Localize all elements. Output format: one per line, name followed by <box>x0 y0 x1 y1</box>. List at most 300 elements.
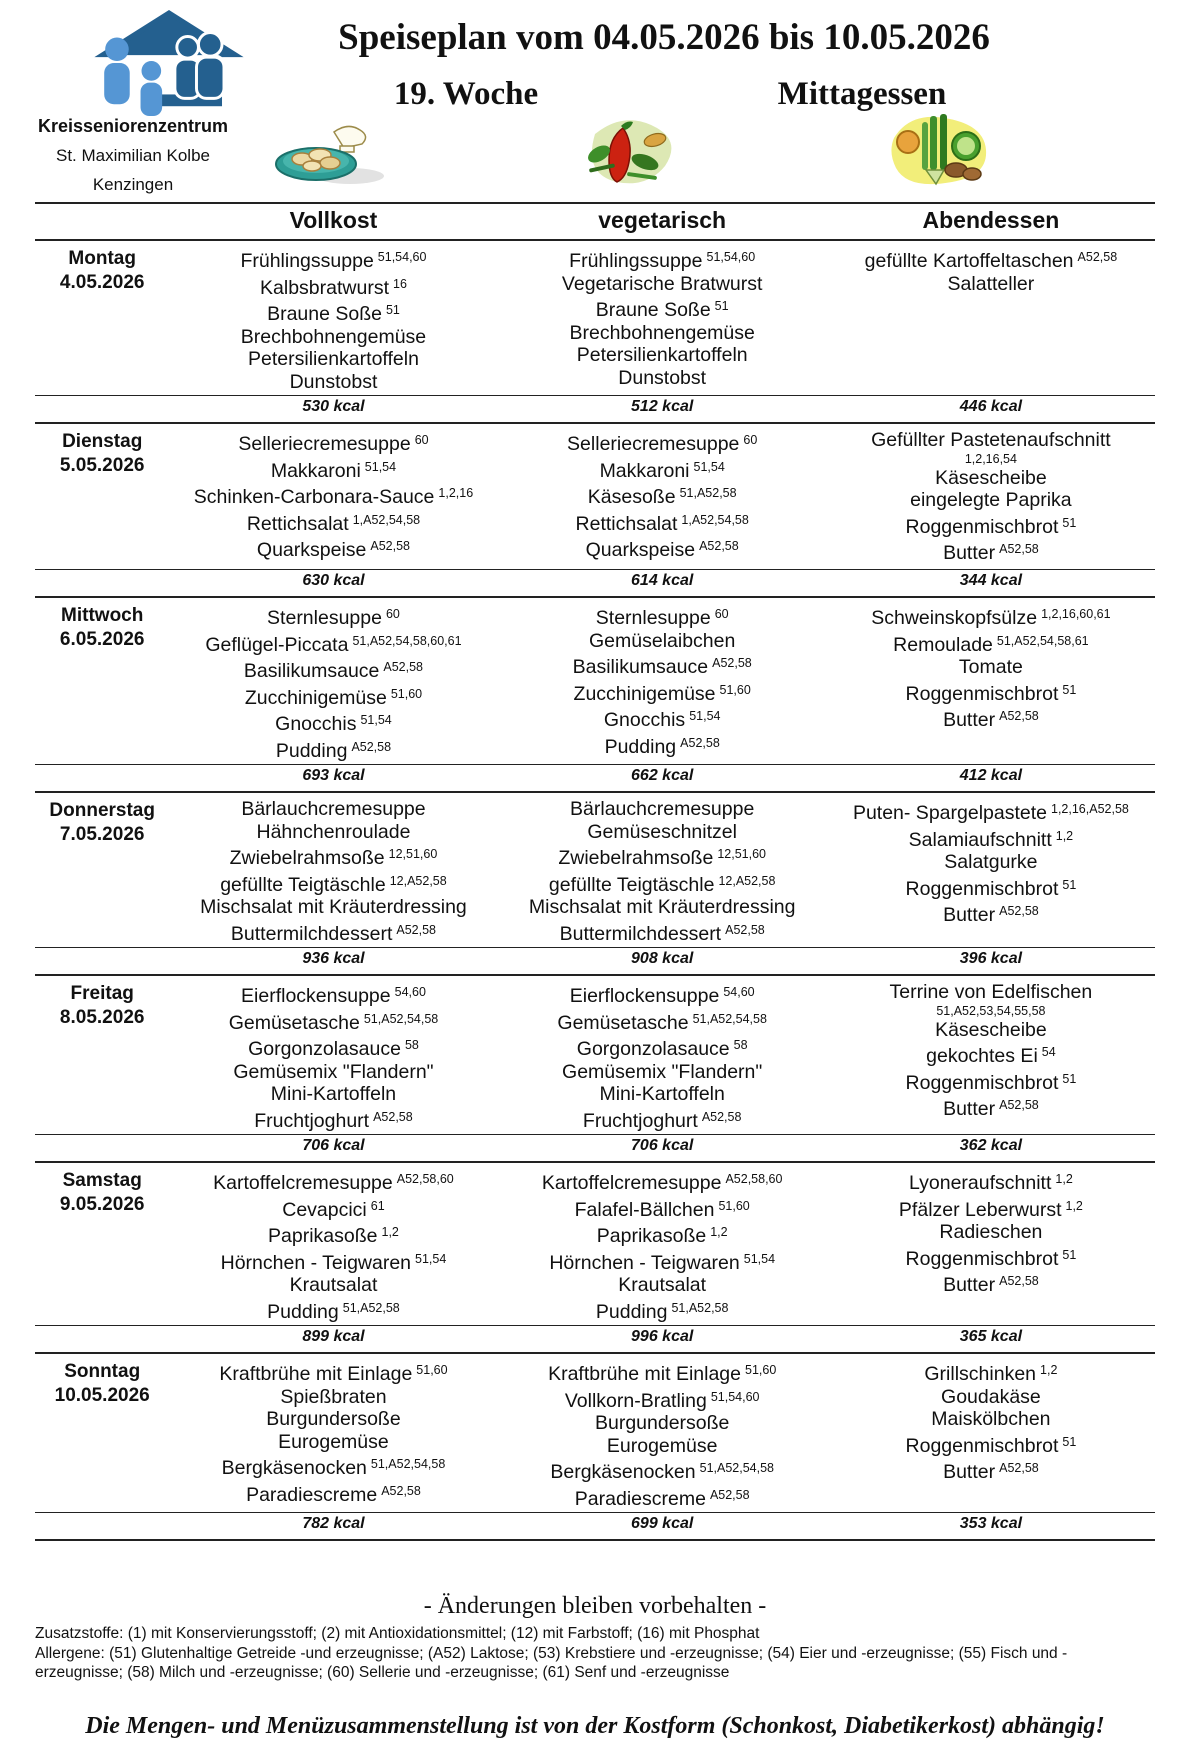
kcal-value-vegetarisch: 614 kcal <box>498 570 827 598</box>
day-label-cell <box>35 1162 169 1326</box>
menu-item-name: Puten- Spargelpastete <box>852 802 1047 824</box>
menu-item-name: Mini-Kartoffeln <box>599 1083 725 1105</box>
kreisseniorenzentrum-logo-icon <box>85 10 253 118</box>
menu-item-name: Eierflockensuppe <box>569 985 720 1007</box>
menu-item-name: Butter <box>943 904 996 926</box>
menu-item <box>500 295 825 322</box>
allergen-codes: 51,60 <box>390 686 423 701</box>
menu-item-name: Gemüsetasche <box>557 1011 689 1034</box>
allergen-codes: 51,60 <box>719 682 751 697</box>
kcal-value-abendessen: 396 kcal <box>827 948 1155 976</box>
kcal-empty-cell <box>35 1135 169 1163</box>
menu-item <box>500 1297 825 1324</box>
menu-item-name: Vollkorn-Bratling <box>564 1389 707 1412</box>
allergen-codes: 1,A52,54,58 <box>681 512 749 527</box>
menu-item <box>171 1359 495 1386</box>
menu-item-name: Salatteller <box>947 272 1035 295</box>
menu-item-name: Mini-Kartoffeln <box>270 1083 397 1105</box>
menu-item <box>500 322 825 345</box>
kcal-empty-cell <box>35 765 169 793</box>
menu-item <box>171 1034 495 1061</box>
menu-cell-vegetarisch <box>498 423 827 570</box>
day-label-cell <box>35 792 169 948</box>
menu-item <box>829 1457 1153 1484</box>
menu-item <box>171 1480 495 1507</box>
menu-item-name: Käsescheibe <box>935 1018 1047 1041</box>
menu-item-name: Eurogemüse <box>278 1430 389 1453</box>
menu-item <box>500 344 825 367</box>
allergen-codes: 51,A52,58 <box>671 1300 729 1315</box>
menu-item-name: Spießbraten <box>280 1385 387 1408</box>
allergen-codes: A52,58 <box>381 1483 421 1498</box>
kcal-empty-cell <box>35 396 169 424</box>
allergen-codes: 51,A52,54,58 <box>363 1011 439 1026</box>
menu-item <box>500 798 825 821</box>
menu-item-name: Geflügel-Piccata <box>205 633 349 656</box>
allergen-codes: 60 <box>385 607 400 621</box>
allergen-codes: A52,58 <box>999 542 1039 556</box>
menu-item-name: Pfälzer Leberwurst <box>898 1198 1062 1221</box>
menu-item <box>829 825 1153 852</box>
menu-item-name: Quarkspeise <box>256 539 367 561</box>
allergen-codes: 54 <box>1041 1045 1056 1059</box>
allergen-codes: 1,2 <box>1065 1198 1083 1213</box>
menu-item <box>171 1168 495 1195</box>
menu-item-name: Frühlingssuppe <box>569 250 703 272</box>
menu-item <box>500 732 825 759</box>
allergen-codes: 51,A52,58 <box>342 1300 400 1315</box>
menu-cell-vollkost <box>169 597 497 765</box>
menu-item <box>171 821 495 844</box>
menu-item <box>171 482 495 509</box>
menu-item-name: Burgundersoße <box>594 1412 730 1434</box>
menu-item <box>171 1453 495 1480</box>
kcal-value-vegetarisch: 996 kcal <box>498 1326 827 1354</box>
menu-item <box>500 1484 825 1511</box>
kcal-value-vollkost: 936 kcal <box>169 948 497 976</box>
allergen-codes: 51,54 <box>415 1251 447 1266</box>
allergen-codes: 60 <box>714 607 729 621</box>
menu-item-name: Kartoffelcremesuppe <box>541 1172 722 1194</box>
menu-item <box>500 1061 825 1084</box>
day-date: 9.05.2026 <box>59 1194 145 1215</box>
menu-cell-vegetarisch <box>498 1353 827 1513</box>
allergen-codes: 51 <box>1062 515 1077 530</box>
day-date: 10.05.2026 <box>54 1385 150 1406</box>
menu-item <box>500 535 825 562</box>
allergen-codes: A52,58,60 <box>396 1172 454 1186</box>
kcal-value-vegetarisch: 512 kcal <box>498 396 827 424</box>
menu-item-name: Zwiebelrahmsoße <box>558 847 714 869</box>
menu-item-name: Schinken-Carbonara-Sauce <box>193 486 435 508</box>
allergen-codes: 51,A52,54,58 <box>692 1011 767 1026</box>
menu-table-header <box>35 203 1155 240</box>
allergen-codes: A52,58 <box>999 1098 1039 1112</box>
menu-item <box>171 870 495 897</box>
menu-item <box>171 736 495 763</box>
change-note: - Änderungen bleiben vorbehalten - <box>423 1593 767 1619</box>
menu-item-name: Dunstobst <box>618 366 707 389</box>
page-title: Speiseplan vom 04.05.2026 bis 10.05.2026 <box>338 17 990 58</box>
menu-item <box>500 843 825 870</box>
menu-item <box>171 630 495 657</box>
additives-legend <box>35 1624 1155 1683</box>
kcal-row <box>35 570 1155 598</box>
menu-day-row <box>35 1162 1155 1326</box>
menu-item <box>829 851 1153 874</box>
allergen-codes: 51,A52,54,58,61 <box>996 633 1089 648</box>
final-note: Die Mengen- und Menüzusammenstellung ist von der Kostform (Schonkost, Diabetikerkost) abhängig! <box>85 1712 1105 1739</box>
allergen-codes: 51,A52,54,58 <box>370 1457 446 1471</box>
menu-item <box>500 705 825 732</box>
allergen-codes: 60 <box>414 433 429 447</box>
allergen-codes: A52,58 <box>725 922 765 937</box>
menu-item <box>500 870 825 897</box>
menu-cell-abendessen <box>827 1162 1155 1326</box>
day-name: Mittwoch <box>61 605 144 626</box>
menu-item <box>171 509 495 536</box>
menu-item <box>500 630 825 653</box>
allergen-codes: 51,54 <box>360 713 392 727</box>
allergen-codes: 51,A52,58 <box>679 486 737 500</box>
allergen-codes: 12,51,60 <box>388 847 438 861</box>
kcal-value-vegetarisch: 699 kcal <box>498 1513 827 1541</box>
menu-item <box>171 896 495 919</box>
menu-cell-vollkost <box>169 240 497 396</box>
menu-item <box>829 1168 1153 1195</box>
allergen-codes: 51 <box>1062 1247 1077 1262</box>
allergen-codes: 51 <box>714 299 729 313</box>
organization-name: Kreisseniorenzentrum <box>37 116 229 136</box>
day-column-header <box>35 203 169 240</box>
menu-item-name: Eierflockensuppe <box>241 985 391 1007</box>
allergen-codes: 51,54 <box>693 459 725 474</box>
menu-item-name: Butter <box>943 1098 996 1120</box>
menu-item <box>500 1195 825 1222</box>
page-header <box>0 0 1190 202</box>
menu-item <box>171 456 495 483</box>
allergen-codes: 51,60 <box>745 1363 777 1377</box>
allergen-codes: A52,58 <box>396 922 437 937</box>
menu-item-name: Gefüllter Pastetenaufschnitt <box>871 429 1111 451</box>
allergen-codes: 51,54,60 <box>706 250 756 264</box>
menu-item <box>171 1274 495 1297</box>
menu-cell-vegetarisch <box>498 792 827 948</box>
menu-item <box>829 1068 1153 1095</box>
menu-item-name: Bärlauchcremesuppe <box>570 798 755 820</box>
menu-item-name: Fruchtjoghurt <box>254 1109 370 1132</box>
menu-item <box>829 429 1153 452</box>
menu-item-name: Cevapcici <box>282 1198 367 1221</box>
menu-item-name: Pudding <box>604 735 677 758</box>
menu-item-name: Roggenmischbrot <box>905 682 1059 705</box>
menu-item <box>171 709 495 736</box>
menu-item-name: Remoulade <box>893 633 993 656</box>
menu-item <box>829 603 1153 630</box>
menu-item <box>500 919 825 946</box>
abendessen-clipart-image <box>878 112 993 190</box>
allergen-codes: A52,58 <box>999 709 1039 723</box>
meal-label: Mittagessen <box>777 76 947 112</box>
menu-item-name: Terrine von Edelfischen <box>889 981 1093 1003</box>
menu-item <box>500 1274 825 1297</box>
menu-item <box>171 603 495 630</box>
kcal-value-vegetarisch: 908 kcal <box>498 948 827 976</box>
kcal-row <box>35 765 1155 793</box>
menu-day-row <box>35 597 1155 765</box>
menu-item-name: Zwiebelrahmsoße <box>229 847 385 869</box>
allergen-codes: 16 <box>393 276 407 291</box>
menu-item <box>171 273 495 300</box>
menu-item-name: gefüllte Kartoffeltaschen <box>864 250 1074 272</box>
menu-item-name: Roggenmischbrot <box>905 877 1059 900</box>
menu-item <box>171 981 495 1008</box>
menu-item-name: Butter <box>943 1274 996 1296</box>
menu-item <box>171 656 495 683</box>
allergen-codes: 12,51,60 <box>717 847 766 861</box>
menu-item-name: Zucchinigemüse <box>573 682 716 705</box>
allergen-codes: 54,60 <box>723 985 755 999</box>
menu-item <box>500 1359 825 1386</box>
menu-item-name: Salatgurke <box>944 851 1038 873</box>
kcal-value-abendessen: 353 kcal <box>827 1513 1155 1541</box>
menu-item-name: Kartoffelcremesuppe <box>213 1172 393 1194</box>
kcal-row <box>35 1326 1155 1354</box>
allergen-codes: 1,2,16,A52,58 <box>1051 802 1129 816</box>
allergen-codes: A52,58 <box>680 735 720 750</box>
menu-item-name: Kraftbrühe mit Einlage <box>219 1363 413 1385</box>
menu-item-name: Hörnchen - Teigwaren <box>220 1251 412 1274</box>
kcal-value-vollkost: 782 kcal <box>169 1513 497 1541</box>
menu-item-name: Lyoneraufschnitt <box>909 1172 1052 1194</box>
menu-item-name: Petersilienkartoffeln <box>248 348 419 370</box>
menu-day-row <box>35 975 1155 1135</box>
menu-item <box>500 603 825 630</box>
menu-item <box>500 1034 825 1061</box>
allergen-codes: 51,60 <box>718 1198 750 1213</box>
menu-item <box>171 1195 495 1222</box>
menu-item <box>171 1083 495 1106</box>
organization-line3: Kenzingen <box>92 175 174 194</box>
menu-item-name: Braune Soße <box>267 303 382 325</box>
menu-item-name: Burgundersoße <box>266 1408 401 1430</box>
kcal-empty-cell <box>35 1326 169 1354</box>
menu-item <box>500 1412 825 1435</box>
menu-item <box>171 798 495 821</box>
menu-item <box>829 656 1153 679</box>
menu-item <box>500 429 825 456</box>
menu-item-name: Frühlingssuppe <box>240 250 374 272</box>
menu-item <box>500 273 825 296</box>
menu-item-name: Schweinskopfsülze <box>871 607 1038 629</box>
menu-item-name: Braune Soße <box>595 299 711 321</box>
menu-item-name: Petersilienkartoffeln <box>576 344 748 366</box>
menu-item-name: Gemüsemix "Flandern" <box>562 1060 763 1083</box>
menu-item <box>171 246 495 273</box>
menu-cell-abendessen <box>827 792 1155 948</box>
menu-item <box>829 1094 1153 1121</box>
allergen-codes: A52,58 <box>351 739 392 754</box>
menu-item <box>171 919 495 946</box>
menu-item <box>829 1195 1153 1222</box>
kcal-row <box>35 396 1155 424</box>
allergen-codes: A52,58,60 <box>725 1172 783 1186</box>
allergen-codes: 51,54,60 <box>710 1389 760 1404</box>
menu-item <box>829 512 1153 539</box>
allergen-codes: A52,58 <box>712 656 752 670</box>
menu-item-name: Rettichsalat <box>246 512 349 535</box>
allergen-codes-line: 1,2,16,54 <box>964 451 1017 466</box>
menu-item-name: Maiskölbchen <box>931 1408 1051 1430</box>
allergen-codes: 51 <box>1062 877 1077 892</box>
menu-item-name: Bergkäsenocken <box>221 1457 367 1479</box>
menu-item-name: Roggenmischbrot <box>905 1071 1059 1094</box>
menu-item <box>171 1106 495 1133</box>
menu-item <box>829 874 1153 901</box>
allergen-codes: A52,58 <box>701 1109 742 1124</box>
menu-item <box>500 821 825 844</box>
day-name: Freitag <box>70 983 134 1004</box>
organization-block <box>22 112 244 199</box>
day-date: 7.05.2026 <box>59 824 145 845</box>
menu-item <box>171 1248 495 1275</box>
menu-item <box>500 1386 825 1413</box>
menu-item-name: Brechbohnengemüse <box>240 325 427 348</box>
kcal-empty-cell <box>35 570 169 598</box>
allergen-codes: 51,60 <box>416 1363 448 1377</box>
menu-item-name: Gemüsetasche <box>228 1011 360 1034</box>
menu-item-name: Paprikasoße <box>596 1225 707 1247</box>
menu-item-name: Zucchinigemüse <box>244 686 387 709</box>
day-label-cell <box>35 240 169 396</box>
menu-item-name: Mischsalat mit Kräuterdressing <box>200 896 467 918</box>
menu-cell-vegetarisch <box>498 975 827 1135</box>
menu-item-name: Goudakäse <box>941 1385 1041 1408</box>
allergen-codes: A52,58 <box>373 1109 413 1124</box>
kcal-row <box>35 1513 1155 1541</box>
allergen-codes: 51 <box>1062 682 1077 697</box>
menu-item-name: Pudding <box>275 739 348 762</box>
menu-item <box>500 1457 825 1484</box>
allergen-codes: 60 <box>743 433 758 447</box>
menu-item <box>500 652 825 679</box>
kcal-value-abendessen: 344 kcal <box>827 570 1155 598</box>
menu-item-name: Eurogemüse <box>606 1434 718 1457</box>
menu-item-name: Rettichsalat <box>575 512 678 535</box>
menu-item-name: Gorgonzolasauce <box>248 1038 401 1060</box>
allergen-codes: A52,58 <box>383 660 424 674</box>
day-date: 8.05.2026 <box>59 1007 145 1028</box>
day-name: Samstag <box>62 1170 142 1191</box>
menu-item <box>500 1435 825 1458</box>
subtitle-row <box>268 76 1060 113</box>
menu-item-name: Radieschen <box>939 1221 1043 1243</box>
menu-item-name: Pudding <box>267 1300 339 1323</box>
kcal-value-vollkost: 899 kcal <box>169 1326 497 1354</box>
allergen-codes: 51 <box>385 303 400 317</box>
menu-item <box>171 1297 495 1324</box>
menu-item-name: Quarkspeise <box>585 539 696 561</box>
menu-item-name: Krautsalat <box>618 1274 707 1296</box>
menu-cell-vegetarisch <box>498 597 827 765</box>
menu-item-name: Kalbsbratwurst <box>260 276 389 299</box>
allergen-codes: 51,54 <box>689 709 721 723</box>
day-label-cell <box>35 423 169 570</box>
allergen-codes: A52,58 <box>999 904 1039 918</box>
menu-cell-abendessen <box>827 975 1155 1135</box>
menu-item <box>829 489 1153 512</box>
menu-item-name: Salamiaufschnitt <box>908 828 1052 851</box>
allergen-codes: 51,54 <box>743 1251 776 1266</box>
menu-cell-vegetarisch <box>498 1162 827 1326</box>
allergen-codes: A52,58 <box>370 539 411 553</box>
menu-item <box>829 273 1153 296</box>
menu-item <box>829 1221 1153 1244</box>
kcal-value-vollkost: 706 kcal <box>169 1135 497 1163</box>
menu-item-name: Buttermilchdessert <box>230 922 393 945</box>
menu-item <box>500 1221 825 1248</box>
menu-item <box>500 509 825 536</box>
kcal-value-abendessen: 362 kcal <box>827 1135 1155 1163</box>
allergen-codes: A52,58 <box>999 1274 1039 1288</box>
menu-table <box>35 202 1155 1541</box>
menu-item-name: Krautsalat <box>289 1274 378 1296</box>
menu-item <box>171 1408 495 1431</box>
menu-item-name: Selleriecremesuppe <box>567 433 740 455</box>
allergen-codes: 51,A52,54,58 <box>699 1461 774 1475</box>
menu-day-row <box>35 792 1155 948</box>
menu-item-name: Hörnchen - Teigwaren <box>549 1251 740 1274</box>
menu-item-name: Mischsalat mit Kräuterdressing <box>528 896 796 918</box>
day-name: Dienstag <box>62 431 143 452</box>
menu-item-name: Basilikumsauce <box>572 656 709 678</box>
day-date: 5.05.2026 <box>59 455 145 476</box>
menu-item <box>829 630 1153 657</box>
menu-item-name: Bärlauchcremesuppe <box>241 798 426 820</box>
menu-item <box>829 1386 1153 1409</box>
menu-item <box>500 896 825 919</box>
kcal-value-abendessen: 365 kcal <box>827 1326 1155 1354</box>
menu-item <box>500 1168 825 1195</box>
menu-item <box>829 798 1153 825</box>
kcal-value-vollkost: 693 kcal <box>169 765 497 793</box>
menu-cell-vollkost <box>169 1353 497 1513</box>
allergen-codes: 1,2 <box>1055 1172 1073 1186</box>
menu-item <box>829 679 1153 706</box>
menu-item-name: Makkaroni <box>270 459 361 482</box>
menu-item-name: Butter <box>943 542 996 564</box>
menu-item-name: Selleriecremesuppe <box>238 433 411 455</box>
allergen-codes: 51,54 <box>364 459 397 474</box>
menu-item <box>171 326 495 349</box>
menu-item-name: Tomate <box>958 656 1023 678</box>
menu-item-name: Hähnchenroulade <box>256 820 411 843</box>
menu-item-name: Gnocchis <box>603 709 686 731</box>
allergen-codes-line: 51,A52,53,54,55,58 <box>936 1003 1046 1018</box>
day-date: 6.05.2026 <box>59 629 145 650</box>
menu-item-name: Basilikumsauce <box>243 660 380 682</box>
menu-item-name: Bergkäsenocken <box>550 1461 696 1483</box>
menu-item <box>500 981 825 1008</box>
menu-item <box>829 1019 1153 1042</box>
menu-item <box>829 1431 1153 1458</box>
menu-item <box>500 1008 825 1035</box>
menu-item-name: Buttermilchdessert <box>559 922 722 945</box>
menu-item-name: gekochtes Ei <box>926 1045 1038 1067</box>
menu-item-name: Käsescheibe <box>935 466 1047 489</box>
allergen-codes: 1,2,16 <box>438 486 474 500</box>
allergen-codes: 51 <box>1062 1071 1077 1086</box>
